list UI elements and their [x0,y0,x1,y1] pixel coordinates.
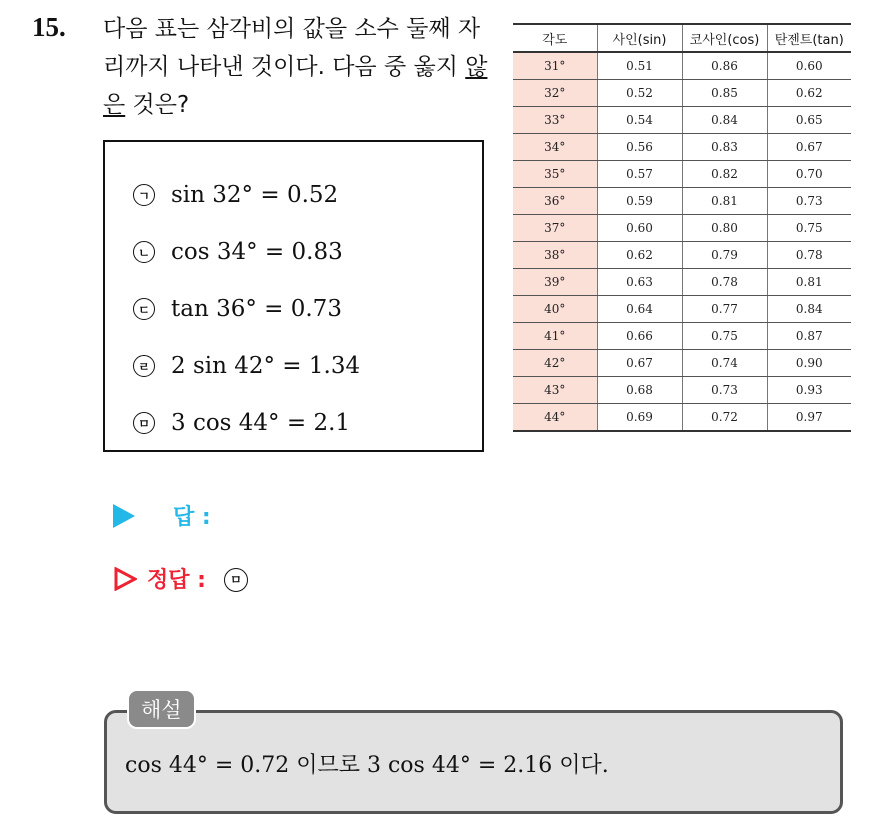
header-cos: 코사인(cos) [682,24,767,52]
table-row [513,242,851,269]
cos-cell: 0.82 [682,161,767,188]
table-row [513,404,851,432]
cos-cell: 0.78 [682,269,767,296]
table-row [513,269,851,296]
table-row [513,161,851,188]
choice-marker: ㅁ [133,412,155,434]
correct-answer-line [113,563,248,594]
cos-cell: 0.84 [682,107,767,134]
correct-answer-value: ㅁ [224,568,248,592]
sin-cell: 0.57 [597,161,682,188]
choice-2[interactable] [133,232,343,272]
cos-cell: 0.79 [682,242,767,269]
angle-cell: 39° [513,269,597,296]
play-triangle-icon [113,504,135,528]
tan-cell: 0.62 [767,80,851,107]
choice-expression: sin 32° = 0.52 [171,182,339,208]
tan-cell: 0.90 [767,350,851,377]
angle-cell: 43° [513,377,597,404]
tan-cell: 0.93 [767,377,851,404]
question-underlined-word: 않은 [103,54,488,118]
question-number: 15. [32,12,66,42]
choice-expression: cos 34° = 0.83 [171,239,343,265]
choice-4[interactable] [133,346,360,386]
tan-cell: 0.65 [767,107,851,134]
sin-cell: 0.60 [597,215,682,242]
cos-cell: 0.81 [682,188,767,215]
tan-cell: 0.78 [767,242,851,269]
tan-cell: 0.67 [767,134,851,161]
angle-cell: 35° [513,161,597,188]
header-tan: 탄젠트(tan) [767,24,851,52]
choice-expression: 3 cos 44° = 2.1 [171,410,351,436]
choice-expression: tan 36° = 0.73 [171,296,342,322]
explanation-title: 해설 [127,689,196,729]
sin-cell: 0.62 [597,242,682,269]
cos-cell: 0.77 [682,296,767,323]
angle-cell: 44° [513,404,597,432]
table-row [513,377,851,404]
sin-cell: 0.51 [597,52,682,80]
choice-3[interactable] [133,289,342,329]
choice-expression: 2 sin 42° = 1.34 [171,353,361,379]
cos-cell: 0.72 [682,404,767,432]
angle-cell: 37° [513,215,597,242]
cos-cell: 0.73 [682,377,767,404]
angle-cell: 42° [513,350,597,377]
table-row [513,350,851,377]
tan-cell: 0.60 [767,52,851,80]
header-angle: 각도 [513,24,597,52]
cos-cell: 0.80 [682,215,767,242]
angle-cell: 41° [513,323,597,350]
tan-cell: 0.81 [767,269,851,296]
trig-table [513,23,851,432]
sin-cell: 0.59 [597,188,682,215]
choices-box [103,140,484,452]
question-text: 다음 표는 삼각비의 값을 소수 둘째 자리까지 나타낸 것이다. 다음 중 옳지 않은 것은? [103,16,488,118]
table-row [513,134,851,161]
answer-line [113,500,211,531]
sin-cell: 0.67 [597,350,682,377]
correct-answer-label: 정답 : [147,568,206,593]
sin-cell: 0.66 [597,323,682,350]
sin-cell: 0.54 [597,107,682,134]
table-row [513,80,851,107]
table-row [513,52,851,80]
table-row [513,296,851,323]
angle-cell: 40° [513,296,597,323]
choice-1[interactable] [133,175,338,215]
sin-cell: 0.52 [597,80,682,107]
tan-cell: 0.87 [767,323,851,350]
explanation-text: cos 44° = 0.72 이므로 3 cos 44° = 2.16 이다. [125,753,609,778]
tan-cell: 0.84 [767,296,851,323]
tan-cell: 0.73 [767,188,851,215]
angle-cell: 31° [513,52,597,80]
choice-marker: ㄴ [133,241,155,263]
sin-cell: 0.69 [597,404,682,432]
angle-cell: 34° [513,134,597,161]
header-sin: 사인(sin) [597,24,682,52]
angle-cell: 33° [513,107,597,134]
choice-marker: ㄹ [133,355,155,377]
choice-marker: ㄱ [133,184,155,206]
angle-cell: 32° [513,80,597,107]
sin-cell: 0.56 [597,134,682,161]
angle-cell: 38° [513,242,597,269]
angle-cell: 36° [513,188,597,215]
tan-cell: 0.75 [767,215,851,242]
table-row [513,215,851,242]
tan-cell: 0.97 [767,404,851,432]
sin-cell: 0.64 [597,296,682,323]
table-header-row [513,24,851,52]
cos-cell: 0.86 [682,52,767,80]
cos-cell: 0.83 [682,134,767,161]
choice-5[interactable] [133,403,350,443]
cos-cell: 0.85 [682,80,767,107]
sin-cell: 0.68 [597,377,682,404]
sin-cell: 0.63 [597,269,682,296]
outline-triangle-icon [113,567,137,591]
table-row [513,188,851,215]
choice-marker: ㄷ [133,298,155,320]
answer-label: 답 : [173,505,211,530]
cos-cell: 0.74 [682,350,767,377]
cos-cell: 0.75 [682,323,767,350]
tan-cell: 0.70 [767,161,851,188]
table-row [513,323,851,350]
table-row [513,107,851,134]
